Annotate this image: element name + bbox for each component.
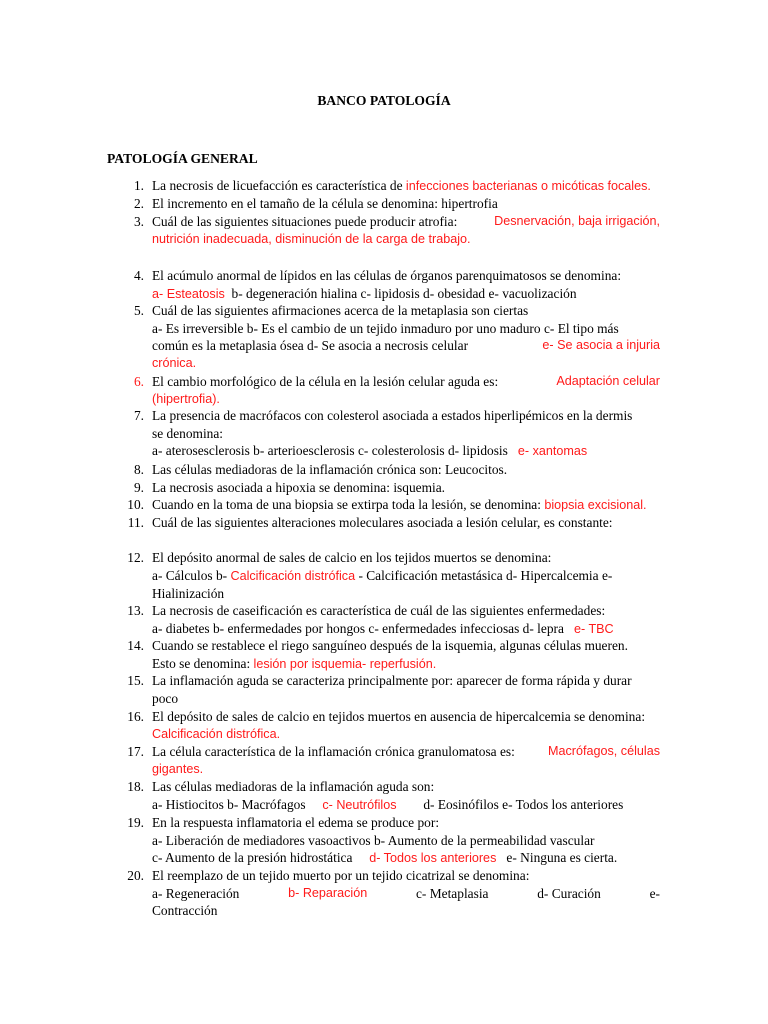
answer-highlight: gigantes. (152, 761, 204, 776)
answer-highlight: c- Neutrófilos (322, 797, 397, 812)
question-number: 19. (127, 815, 144, 830)
question-number: 10. (127, 497, 144, 512)
question-number: 6. (133, 374, 144, 389)
question-text: Cuál de las siguientes afirmaciones acerca de la metaplasia son ciertas (152, 303, 529, 318)
question-number: 11. (127, 515, 144, 530)
option-a: a- Regeneración (152, 885, 240, 901)
answer-highlight: Macrófagos, células (548, 744, 660, 758)
answer-highlight: biopsia excisional. (544, 498, 647, 512)
options-text-cont: Hialinización (152, 586, 225, 602)
options-text-cont: Contracción (152, 903, 218, 919)
question-number: 20. (127, 868, 144, 883)
answer-highlight: e- Se asocia a injuria (542, 338, 660, 353)
question-number: 15. (127, 673, 144, 688)
question-number: 16. (127, 709, 144, 724)
question-text: El cambio morfológico de la célula en la lesión celular aguda es: (152, 374, 499, 389)
question-text: La inflamación aguda se caracteriza principalmente por: aparecer de forma rápida y durar (152, 673, 632, 688)
question-text-cont: poco (152, 690, 179, 706)
answer-highlight: crónica. (152, 355, 197, 370)
question-number: 12. (127, 550, 144, 565)
answer-highlight: Calcificación distrófica. (152, 726, 281, 741)
options-text: - Calcificación metastásica d- Hipercalcemia e- (358, 567, 613, 583)
question-number: 9. (133, 480, 144, 495)
question-number: 13. (127, 603, 144, 618)
options-text: a- Liberación de mediadores vasoactivos b- Aumento de la permeabilidad vascular (152, 832, 595, 848)
options-text: a- aterosesclerosis b- arterioesclerosis c- colesterolosis d- lipidosis (152, 443, 508, 459)
question-number: 14. (127, 638, 144, 653)
document-title: BANCO PATOLOGÍA (317, 93, 451, 108)
question-text: Cuando en la toma de una biopsia se extirpa toda la lesión, se denomina: (152, 497, 545, 512)
answer-highlight: nutrición inadecuada, disminución de la carga de trabajo. (152, 231, 471, 246)
options-text: d- Eosinófilos e- Todos los anteriores (423, 796, 624, 812)
question-text-cont: Esto se denomina: (152, 655, 254, 671)
question-number: 8. (133, 462, 144, 477)
question-text: Cuando se restablece el riego sanguíneo después de la isquemia, algunas células mueren. (152, 638, 628, 653)
question-text: Las células mediadoras de la inflamación aguda son: (152, 779, 435, 794)
answer-highlight: e- xantomas (517, 444, 588, 459)
option-d: d- Curación (537, 885, 601, 901)
section-heading: PATOLOGÍA GENERAL (107, 151, 258, 166)
options-text: a- diabetes b- enfermedades por hongos c- enfermedades infecciosas d- lepra (152, 620, 564, 636)
options-text: e- Ninguna es cierta. (506, 850, 618, 866)
options-text: a- Es irreversible b- Es el cambio de un tejido inmaduro por uno maduro c- El tipo más (152, 320, 619, 336)
question-text: El acúmulo anormal de lípidos en las células de órganos parenquimatosos se denomina: (152, 268, 622, 283)
answer-highlight: b- Reparación (288, 885, 368, 900)
options-text: común es la metaplasia ósea d- Se asocia a necrosis celular (152, 338, 469, 354)
question-number: 2. (133, 196, 144, 211)
question-number: 1. (133, 178, 144, 193)
question-text: El depósito de sales de calcio en tejidos muertos en ausencia de hipercalcemia se denomina: (152, 709, 646, 724)
question-number: 17. (127, 744, 144, 759)
question-text: El incremento en el tamaño de la célula se denomina: hipertrofia (152, 196, 498, 211)
answer-highlight: (hipertrofia). (152, 391, 220, 406)
question-number: 7. (133, 408, 144, 423)
answer-highlight: a- Esteatosis (152, 286, 225, 301)
answer-highlight: infecciones bacterianas o micóticas focales. (405, 179, 651, 193)
options-text: a- Cálculos b- (152, 567, 228, 583)
options-text: b- degeneración hialina c- lipidosis d- obesidad e- vacuolización (231, 285, 577, 301)
question-text: Las células mediadoras de la inflamación crónica son: Leucocitos. (152, 462, 508, 477)
question-text: La necrosis asociada a hipoxia se denomina: isquemia. (152, 480, 446, 495)
question-text: Cuál de las siguientes alteraciones moleculares asociada a lesión celular, es constante: (152, 515, 613, 530)
answer-highlight: Desnervación, baja irrigación, (494, 214, 660, 228)
question-text: La necrosis de caseificación es característica de cuál de las siguientes enfermedades: (152, 603, 606, 618)
question-text: Cuál de las siguientes situaciones puede producir atrofia: (152, 214, 458, 229)
question-number: 5. (133, 303, 144, 318)
question-number: 18. (127, 779, 144, 794)
question-text: La necrosis de licuefacción es característica de (152, 178, 406, 193)
options-text: c- Aumento de la presión hidrostática (152, 850, 353, 866)
question-text: La célula característica de la inflamación crónica granulomatosa es: (152, 744, 515, 759)
question-number: 3. (133, 214, 144, 229)
option-c: c- Metaplasia (415, 885, 489, 901)
question-text: El depósito anormal de sales de calcio en los tejidos muertos se denomina: (152, 550, 552, 565)
option-e: e- (649, 885, 660, 901)
question-text-cont: se denomina: (152, 425, 224, 441)
options-text: a- Histiocitos b- Macrófagos (152, 796, 306, 812)
question-text: En la respuesta inflamatoria el edema se produce por: (152, 815, 440, 830)
answer-highlight: Calcificación distrófica (230, 568, 356, 583)
question-text: La presencia de macrófacos con colesterol asociada a estados hiperlipémicos en la dermis (152, 408, 633, 423)
answer-highlight: e- TBC (574, 621, 614, 636)
question-text: El reemplazo de un tejido muerto por un tejido cicatrizal se denomina: (152, 868, 530, 883)
answer-highlight: Adaptación celular (556, 374, 660, 388)
answer-highlight: lesión por isquemia- reperfusión. (253, 656, 437, 671)
answer-highlight: d- Todos los anteriores (369, 851, 497, 866)
question-number: 4. (133, 268, 144, 283)
